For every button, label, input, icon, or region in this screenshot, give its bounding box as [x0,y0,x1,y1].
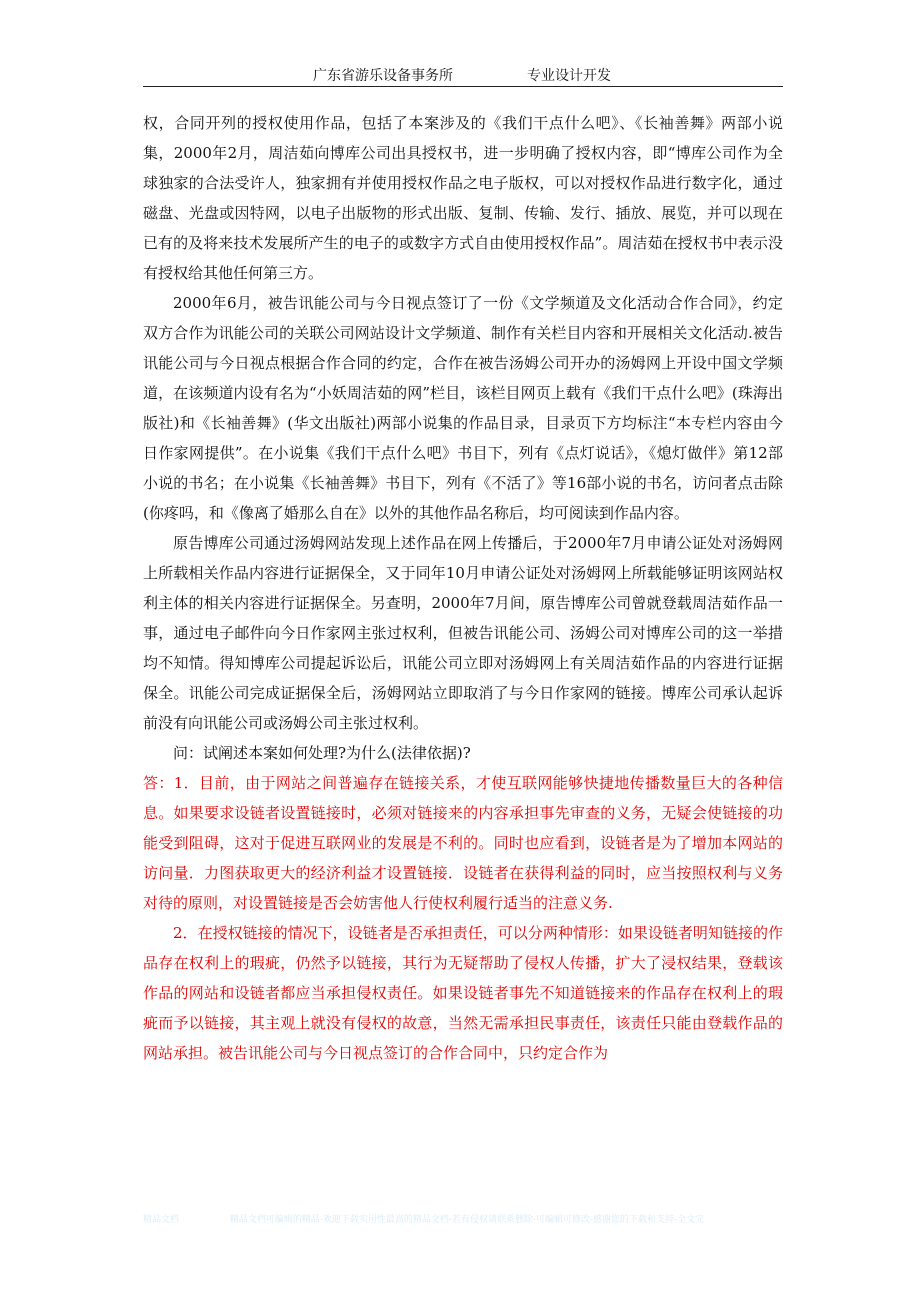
paragraph-continuation: 权，合同开列的授权使用作品，包括了本案涉及的《我们干点什么吧》、《长袖善舞》两部小说集，2000年2月，周洁茹向博库公司出具授权书，进一步明确了授权内容，即“博库公司作为全球独家的合法受许人，独家拥有并使用授权作品之电子版权，可以对授权作品进行数字化，通过磁盘、光盘或因特网，以电子出版物的形式出版、复制、传输、发行、插放、展览，并可以现在已有的及将来技术发展所产生的电子的或数字方式自由使用授权作品”。周洁茹在授权书中表示没有授权给其他任何第三方。 [143,114,783,282]
header-organization: 广东省游乐设备事务所 [313,68,453,84]
page-header [143,58,783,87]
answer-point-2: 2．在授权链接的情况下，设链者是否承担责任，可以分两种情形：如果设链者明知链接的作品存在权利上的瑕疵，仍然予以链接，其行为无疑帮助了侵权人传播，扩大了浸权结果，登载该作品的网站和设链者都应当承担侵权责任。如果设链者事先不知道链接来的作品存在权利上的瑕疵而予以链接，其主观上就没有侵权的故意，当然无需承担民事责任，该责任只能由登载作品的网站承担。被告讯能公司与今日视点签订的合作合同中，只约定合作为 [143,924,783,1062]
paragraph-facts: 2000年6月，被告讯能公司与今日视点签订了一份《文学频道及文化活动合作合同》，约定双方合作为讯能公司的关联公司网站设计文学频道、制作有关栏目内容和开展相关文化活动.被告讯能公司与今日视点根据合作合同的约定，合作在被告汤姆公司开办的汤姆网上开设中国文学频道，在该频道内设有名为“小妖周洁茹的网”栏目，该栏目网页上载有《我们干点什么吧》(珠海出版社)和《长袖善舞》(华文出版社)两部小说集的作品目录，目录页下方均标注“本专栏内容由今日作家网提供”。在小说集《我们干点什么吧》书目下，列有《点灯说话》，《熄灯做伴》第12部小说的书名；在小说集《长袖善舞》书目下，列有《不活了》等16部小说的书名，访问者点击除(你疼吗，和《像离了婚那么自在》以外的其他作品名称后，均可阅读到作品内容。 [143,294,783,522]
paragraph-evidence: 原告博库公司通过汤姆网站发现上述作品在网上传播后，于2000年7月申请公证处对汤姆网上所载相关作品内容进行证据保全，又于同年10月申请公证处对汤姆网上所载能够证明该网站权利主体的相关内容进行证据保全。另查明，2000年7月间，原告博库公司曾就登载周洁茹作品一事，通过电子邮件向今日作家网主张过权利，但被告讯能公司、汤姆公司对博库公司的这一举措均不知情。得知博库公司提起诉讼后，讯能公司立即对汤姆网上有关周洁茹作品的内容进行证据保全。讯能公司完成证据保全后，汤姆网站立即取消了与今日作家网的链接。博库公司承认起诉前没有向讯能公司或汤姆公司主张过权利。 [143,534,783,732]
header-department: 专业设计开发 [527,68,611,84]
footer-watermark [143,1212,704,1225]
document-body [143,108,783,1068]
answer-point-1: 答：1．目前，由于网站之间普遍存在链接关系，才使互联网能够快捷地传播数量巨大的各种信息。如果要求设链者设置链接时，必须对链接来的内容承担事先审查的义务，无疑会使链接的功能受到阻碍，这对于促进互联网业的发展是不利的。同时也应看到，设链者是为了增加本网站的访问量．力图获取更大的经济利益才设置链接．设链者在获得利益的同时，应当按照权利与义务对待的原则，对设置链接是否会妨害他人行使权利履行适当的注意义务. [143,774,783,912]
footer-note: 精品文档可编辑的精品-欢迎下载实用性最高的精品文档-若有侵权请联系删除-可编辑可修改-感谢您的下载和支持-全文完 [229,1215,705,1225]
footer-label: 精品文档 [143,1215,180,1225]
question-text: 问：试阐述本案如何处理?为什么(法律依据)? [173,744,471,762]
